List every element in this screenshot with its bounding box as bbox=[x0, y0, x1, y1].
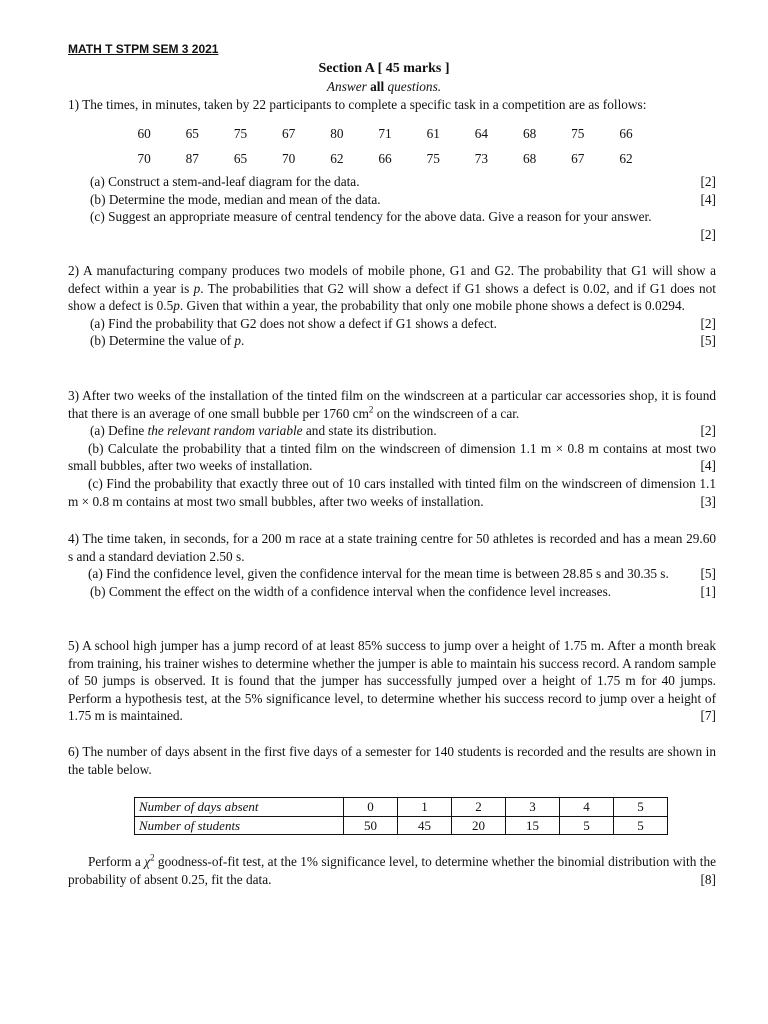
question-5 bbox=[68, 637, 716, 725]
q2-part-a-mark: [2] bbox=[700, 315, 716, 331]
q5-mark: [7] bbox=[700, 708, 716, 724]
question-1 bbox=[68, 96, 716, 114]
q2-stem-2: . The probabilities that G2 will show a defect if G1 shows a defect is 0.02, and if G1 does not show a defect is 0.5 bbox=[68, 280, 716, 314]
instruction-post: questions. bbox=[384, 79, 442, 94]
q4-stem: 4) The time taken, in seconds, for a 200 m race at a state training centre for 50 athletes is recorded and has a mean 29.60 s and a standard deviation 2.50 s. bbox=[68, 531, 716, 564]
q1-stem: 1) The times, in minutes, taken by 22 participants to complete a specific task in a competition are as follows: bbox=[68, 97, 647, 112]
q1-part-b-text: (b) Determine the mode, median and mean of the data. bbox=[90, 191, 381, 207]
q4-part-a-mark: [5] bbox=[700, 566, 716, 582]
q1-part-a-mark: [2] bbox=[700, 174, 716, 189]
instruction-pre: Answer bbox=[326, 79, 371, 94]
q1-part-c bbox=[68, 208, 716, 226]
data-value: 66 bbox=[619, 126, 633, 141]
data-value: 87 bbox=[185, 151, 199, 166]
q2-part-b-text bbox=[90, 332, 716, 350]
q3-part-b bbox=[68, 440, 716, 475]
q2-part-b-var: p bbox=[234, 333, 242, 349]
q3-part-a bbox=[68, 422, 716, 440]
data-value: 68 bbox=[522, 126, 537, 141]
table-cell: 4 bbox=[560, 798, 614, 817]
q2-stem-1: 2) A manufacturing company produces two models of mobile phone, G1 and G2. The probability that G1 will show a defect within a year is bbox=[68, 263, 716, 296]
table-cell: 3 bbox=[506, 798, 560, 817]
q4-part-b-mark: [1] bbox=[700, 583, 716, 599]
table-cell: 5 bbox=[614, 816, 668, 835]
data-value: 70 bbox=[282, 151, 296, 166]
instruction-bold: all bbox=[370, 79, 385, 94]
data-value: 67 bbox=[571, 151, 585, 166]
q1-part-c-mark: [2] bbox=[700, 226, 716, 242]
question-3 bbox=[68, 387, 716, 510]
table-row bbox=[135, 798, 668, 817]
data-value: 73 bbox=[474, 151, 489, 166]
q6-task bbox=[68, 853, 716, 888]
data-value: 67 bbox=[282, 126, 296, 141]
q2-part-a-text: (a) Find the probability that G2 does not show a defect if G1 shows a defect. bbox=[90, 315, 497, 331]
q1-part-b bbox=[68, 191, 716, 209]
q3-stem bbox=[68, 387, 716, 422]
q5-stem bbox=[68, 637, 716, 725]
question-2 bbox=[68, 262, 716, 350]
q3-part-a-em: the relevant random variable bbox=[147, 423, 303, 439]
q3-stem-post: on the windscreen of a car. bbox=[373, 405, 520, 421]
days-absent-table bbox=[134, 797, 668, 835]
table-cell: 5 bbox=[560, 816, 614, 835]
data-value: 68 bbox=[522, 151, 537, 166]
data-value: 75 bbox=[571, 126, 585, 141]
table-cell: 2 bbox=[452, 798, 506, 817]
section-instruction bbox=[0, 78, 768, 96]
q1-part-a-text: (a) Construct a stem-and-leaf diagram for the data. bbox=[90, 174, 360, 189]
q4-part-a bbox=[68, 565, 716, 583]
data-value: 62 bbox=[330, 151, 344, 166]
q6-task-pre: Perform a bbox=[88, 854, 145, 869]
q5-stem-text: 5) A school high jumper has a jump record of at least 85% success to jump over a height of 1.75 m. After a month break from training, his trainer wishes to determine whether the jumper is able to maintain his success record. A random sample of 50 jumps is observed. It is found that the jumper has successfully jumped over a height of 1.75 m for 40 jumps. Perform a hypothesis test, at the 5% significance level, to determine whether his success record to jump over a height of 1.75 m is maintained. bbox=[68, 638, 716, 724]
table-cell: 50 bbox=[344, 816, 398, 835]
q6-mark: [8] bbox=[700, 871, 716, 887]
data-value: 65 bbox=[233, 151, 248, 166]
q2-var-p-1: p bbox=[193, 280, 201, 296]
q3-part-c-mark: [3] bbox=[700, 493, 716, 509]
table-cell: 20 bbox=[452, 816, 506, 835]
chi-symbol: χ bbox=[144, 854, 151, 869]
q2-part-b-mark: [5] bbox=[700, 333, 716, 349]
question-4 bbox=[68, 530, 716, 600]
paper-header: MATH T STPM SEM 3 2021 bbox=[68, 42, 219, 56]
q1-part-b-mark: [4] bbox=[700, 191, 716, 207]
q2-part-b-pre: (b) Determine the value of bbox=[90, 333, 235, 349]
data-value: 75 bbox=[426, 151, 440, 166]
q1-part-a bbox=[68, 173, 716, 191]
table-cell: 15 bbox=[506, 816, 560, 835]
q4-part-b-text: (b) Comment the effect on the width of a confidence interval when the confidence level increases. bbox=[90, 583, 612, 599]
data-value: 75 bbox=[233, 126, 248, 141]
data-value: 62 bbox=[619, 151, 633, 166]
data-value: 60 bbox=[137, 126, 151, 141]
q3-stem-sup: 2 bbox=[368, 404, 374, 415]
q2-stem-3: . Given that within a year, the probability that only one mobile phone shows a defect is 0.0294. bbox=[179, 298, 685, 314]
question-6 bbox=[68, 743, 716, 778]
q2-part-b bbox=[68, 332, 716, 350]
q3-stem-text: 3) After two weeks of the installation of the tinted film on the windscreen at a particular car accessories shop, it is found that there is an average of one small bubble per 1760 cm bbox=[68, 388, 716, 421]
q6-stem: 6) The number of days absent in the first five days of a semester for 140 students is recorded and the results are shown in the table below. bbox=[68, 744, 716, 777]
chi-sup: 2 bbox=[150, 852, 155, 863]
q4-part-b bbox=[68, 583, 716, 601]
q2-stem bbox=[68, 262, 716, 315]
q3-part-b-text: (b) Calculate the probability that a tinted film on the windscreen of dimension 1.1 m × 0.8 m contains at most two small bubbles, after two weeks of installation. bbox=[68, 440, 716, 474]
section-title: Section A [ 45 marks ] bbox=[318, 61, 450, 76]
q1-data-row-2 bbox=[120, 150, 650, 168]
row-label-students: Number of students bbox=[135, 816, 344, 835]
q3-part-a-mark: [2] bbox=[700, 423, 716, 439]
question-6-task bbox=[68, 853, 716, 888]
q2-var-p-2: p bbox=[173, 298, 180, 314]
q3-part-c bbox=[68, 475, 716, 510]
table-cell: 5 bbox=[614, 798, 668, 817]
table-row bbox=[135, 816, 668, 835]
q2-part-a bbox=[68, 315, 716, 333]
q1-part-c-text: (c) Suggest an appropriate measure of central tendency for the above data. Give a reason for your answer. bbox=[90, 209, 652, 225]
q3-part-c-text: (c) Find the probability that exactly three out of 10 cars installed with tinted film on the windscreen of dimension 1.1 m × 0.8 m contains at most two small bubbles, after two weeks of installation. bbox=[68, 475, 716, 509]
q3-part-a-post: and state its distribution. bbox=[302, 423, 437, 439]
data-value: 65 bbox=[185, 126, 199, 141]
table-cell: 1 bbox=[398, 798, 452, 817]
data-value: 61 bbox=[426, 126, 440, 141]
data-value: 80 bbox=[330, 126, 344, 141]
data-value: 71 bbox=[378, 126, 392, 141]
q3-part-a-pre: (a) Define bbox=[90, 423, 148, 439]
q4-part-a-text: (a) Find the confidence level, given the confidence interval for the mean time is between 28.85 s and 30.35 s. bbox=[88, 566, 669, 582]
q3-part-a-text bbox=[90, 422, 716, 440]
q2-part-b-post: . bbox=[241, 333, 245, 349]
row-label-days: Number of days absent bbox=[135, 798, 344, 817]
data-value: 64 bbox=[474, 126, 489, 141]
q1-data-row-1 bbox=[120, 125, 650, 143]
q6-task-post: goodness-of-fit test, at the 1% significance level, to determine whether the binomial distribution with the probability of absent 0.25, fit the data. bbox=[68, 854, 716, 887]
data-value: 70 bbox=[137, 151, 151, 166]
table-cell: 0 bbox=[344, 798, 398, 817]
q3-part-b-mark: [4] bbox=[700, 458, 716, 474]
data-value: 66 bbox=[378, 151, 392, 166]
question-1-parts bbox=[68, 173, 716, 243]
table-cell: 45 bbox=[398, 816, 452, 835]
